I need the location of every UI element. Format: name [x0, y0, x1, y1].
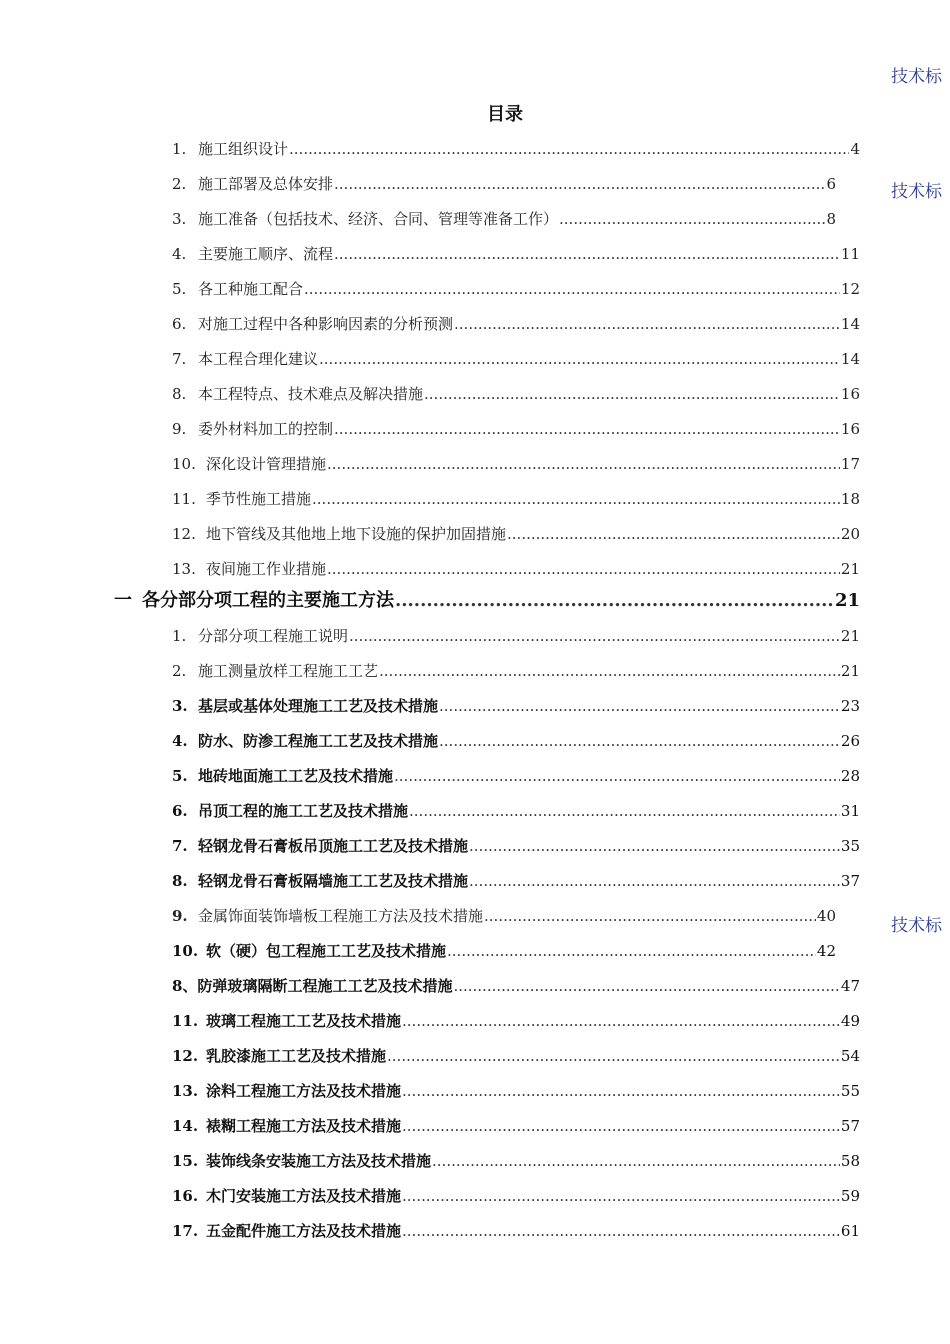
dot-leader — [349, 626, 840, 646]
toc-entry[interactable] — [172, 524, 860, 544]
toc-entry-label: 吊顶工程的施工工艺及技术措施 — [198, 802, 409, 820]
toc-entry-page: 6 — [826, 175, 836, 193]
toc-entry-page: 49 — [840, 1012, 860, 1030]
toc-entry-number: 4. — [172, 732, 188, 750]
toc-entry-label: 五金配件施工方法及技术措施 — [206, 1222, 402, 1240]
toc-entry-label: 各工种施工配合 — [198, 280, 304, 298]
toc-entry-label: 本工程特点、技术难点及解决措施 — [198, 385, 424, 403]
toc-section-heading[interactable] — [114, 590, 860, 612]
toc-entry-page: 28 — [840, 767, 860, 785]
toc-entry[interactable] — [172, 244, 860, 264]
toc-entry[interactable] — [172, 661, 860, 681]
toc-entry-label: 乳胶漆施工工艺及技术措施 — [206, 1047, 387, 1065]
toc-entry-page: 31 — [840, 802, 860, 820]
toc-entry-label: 主要施工顺序、流程 — [198, 245, 334, 263]
toc-entry[interactable] — [172, 209, 836, 229]
toc-entry-number: 6. — [172, 315, 187, 333]
dot-leader — [432, 1151, 840, 1171]
dot-leader — [484, 906, 816, 926]
dot-leader — [507, 524, 840, 544]
toc-entry-page: 17 — [840, 455, 860, 473]
dot-leader — [454, 314, 840, 334]
toc-entry-number: 一 — [114, 590, 132, 611]
toc-entry-label: 分部分项工程施工说明 — [198, 627, 349, 645]
dot-leader — [439, 696, 840, 716]
dot-leader — [439, 731, 840, 751]
toc-entry-number: 12. — [172, 525, 196, 543]
toc-entry[interactable] — [172, 836, 860, 856]
toc-entry-number: 10. — [172, 942, 199, 960]
dot-leader — [402, 1011, 840, 1031]
toc-entry-page: 12 — [840, 280, 860, 298]
toc-entry[interactable] — [172, 454, 860, 474]
toc-entry-page: 40 — [816, 907, 836, 925]
toc-entry-number: 4. — [172, 245, 187, 263]
toc-entry-label: 地砖地面施工工艺及技术措施 — [198, 767, 394, 785]
toc-entry[interactable] — [172, 731, 860, 751]
toc-entry-page: 11 — [840, 245, 860, 263]
toc-entry-page: 21 — [840, 627, 860, 645]
toc-entry-label: 金属饰面装饰墙板工程施工方法及技术措施 — [198, 907, 484, 925]
toc-entry-number: 16. — [172, 1187, 199, 1205]
toc-entry-number: 5. — [172, 280, 187, 298]
toc-entry-label: 玻璃工程施工工艺及技术措施 — [206, 1012, 402, 1030]
dot-leader — [327, 454, 840, 474]
toc-entry-page: 18 — [840, 490, 860, 508]
dot-leader — [304, 279, 840, 299]
dot-leader — [334, 419, 840, 439]
toc-entry-number: 8. — [172, 385, 187, 403]
dot-leader — [453, 976, 839, 996]
toc-entry[interactable] — [172, 626, 860, 646]
dot-leader — [559, 209, 825, 229]
toc-entry[interactable] — [172, 1046, 860, 1066]
toc-entry-label: 委外材料加工的控制 — [198, 420, 334, 438]
dot-leader — [402, 1116, 840, 1136]
toc-entry[interactable] — [172, 279, 860, 299]
toc-entry-number: 11. — [172, 490, 196, 508]
toc-entry[interactable] — [172, 871, 860, 891]
toc-entry-page: 21 — [834, 590, 860, 611]
toc-entry-page: 16 — [840, 420, 860, 438]
toc-entry-label: 夜间施工作业措施 — [206, 560, 327, 578]
dot-leader — [402, 1221, 840, 1241]
toc-entry[interactable] — [172, 384, 860, 404]
toc-entry-page: 37 — [840, 872, 860, 890]
toc-entry-label: 装饰线条安装施工方法及技术措施 — [206, 1152, 432, 1170]
toc-entry[interactable] — [172, 696, 860, 716]
toc-entry[interactable] — [172, 1011, 860, 1031]
toc-entry[interactable] — [172, 801, 860, 821]
toc-entry-page: 4 — [850, 140, 860, 158]
toc-entry[interactable] — [172, 1116, 860, 1136]
toc-entry-number: 14. — [172, 1117, 199, 1135]
toc-entry-number: 9. — [172, 420, 187, 438]
toc-entry-label: 基层或基体处理施工工艺及技术措施 — [198, 697, 439, 715]
dot-leader — [394, 766, 840, 786]
dot-leader — [469, 836, 840, 856]
toc-entry-page: 58 — [840, 1152, 860, 1170]
toc-entry-number: 3. — [172, 210, 187, 228]
dot-leader — [334, 244, 840, 264]
dot-leader — [289, 139, 849, 159]
dot-leader — [327, 559, 840, 579]
dot-leader — [334, 174, 825, 194]
dot-leader — [402, 1186, 840, 1206]
toc-entry[interactable] — [172, 1221, 860, 1241]
toc-entry-label: 施工测量放样工程施工工艺 — [198, 662, 379, 680]
dot-leader — [469, 871, 840, 891]
toc-entry-number: 15. — [172, 1152, 199, 1170]
marginal-label-3: 技术标 — [891, 916, 942, 936]
marginal-label-1: 技术标 — [891, 67, 942, 87]
toc-entry-label: 裱糊工程施工方法及技术措施 — [206, 1117, 402, 1135]
toc-entry[interactable] — [172, 559, 860, 579]
toc-entry[interactable] — [172, 1151, 860, 1171]
toc-entry-number: 9. — [172, 907, 188, 925]
toc-entry-number: 3. — [172, 697, 188, 715]
toc-entry-page: 57 — [840, 1117, 860, 1135]
toc-entry-label: 防水、防渗工程施工工艺及技术措施 — [198, 732, 439, 750]
toc-entry-page: 59 — [840, 1187, 860, 1205]
toc-entry-number: 7. — [172, 350, 187, 368]
dot-leader — [319, 349, 840, 369]
toc-entry-page: 35 — [840, 837, 860, 855]
dot-leader — [424, 384, 840, 404]
toc-entry-label: 各分部分项工程的主要施工方法 — [142, 590, 394, 611]
dot-leader — [387, 1046, 840, 1066]
toc-entry[interactable] — [172, 349, 860, 369]
toc-entry-label: 施工准备（包括技术、经济、合同、管理等准备工作） — [198, 210, 559, 228]
toc-entry-label: 轻钢龙骨石膏板隔墙施工工艺及技术措施 — [198, 872, 469, 890]
toc-entry-page: 55 — [840, 1082, 860, 1100]
toc-entry-page: 61 — [840, 1222, 860, 1240]
toc-entry-label: 木门安装施工方法及技术措施 — [206, 1187, 402, 1205]
toc-entry-label: 深化设计管理措施 — [206, 455, 327, 473]
toc-entry[interactable] — [172, 174, 836, 194]
dot-leader — [395, 590, 834, 612]
toc-entry-page: 21 — [840, 560, 860, 578]
toc-entry-number: 10. — [172, 455, 196, 473]
toc-entry[interactable] — [172, 314, 860, 334]
toc-entry-label: 本工程合理化建议 — [198, 350, 319, 368]
toc-entry-number: 13. — [172, 560, 196, 578]
toc-entry-page: 8 — [826, 210, 836, 228]
toc-entry[interactable] — [172, 766, 860, 786]
toc-entry-number: 5. — [172, 767, 188, 785]
toc-entry-number: 17. — [172, 1222, 199, 1240]
toc-entry[interactable] — [172, 906, 836, 926]
toc-entry-page: 47 — [840, 977, 860, 995]
marginal-label-2: 技术标 — [891, 182, 942, 202]
toc-entry-number: 8. — [172, 872, 188, 890]
toc-entry-page: 42 — [816, 942, 836, 960]
toc-entry-page: 21 — [840, 662, 860, 680]
toc-entry[interactable] — [172, 976, 860, 996]
toc-entry-number: 7. — [172, 837, 188, 855]
toc-entry-label: 地下管线及其他地上地下设施的保护加固措施 — [206, 525, 507, 543]
dot-leader — [312, 489, 840, 509]
toc-entry-number: 11. — [172, 1012, 199, 1030]
toc-entry-label: 软（硬）包工程施工工艺及技术措施 — [206, 942, 447, 960]
toc-entry-page: 26 — [840, 732, 860, 750]
toc-entry[interactable] — [172, 419, 860, 439]
toc-entry-page: 54 — [840, 1047, 860, 1065]
toc-entry-number: 1. — [172, 140, 187, 158]
toc-entry-label: 季节性施工措施 — [206, 490, 312, 508]
toc-entry-number: 12. — [172, 1047, 199, 1065]
toc-entry-number: 2. — [172, 175, 187, 193]
page-title: 目录 — [487, 104, 523, 125]
toc-entry[interactable] — [172, 1186, 860, 1206]
toc-entry-page: 14 — [840, 315, 860, 333]
dot-leader — [379, 661, 840, 681]
toc-entry[interactable] — [172, 1081, 860, 1101]
toc-entry-number: 2. — [172, 662, 187, 680]
toc-entry-page: 14 — [840, 350, 860, 368]
toc-entry-label: 涂料工程施工方法及技术措施 — [206, 1082, 402, 1100]
toc-entry[interactable] — [172, 489, 860, 509]
toc-entry-page: 16 — [840, 385, 860, 403]
toc-entry-number: 6. — [172, 802, 188, 820]
toc-entry-page: 23 — [840, 697, 860, 715]
toc-entry-label: 对施工过程中各种影响因素的分析预测 — [198, 315, 454, 333]
toc-entry-label: 8、防弹玻璃隔断工程施工工艺及技术措施 — [172, 977, 453, 995]
toc-entry-number: 1. — [172, 627, 187, 645]
toc-entry[interactable] — [172, 941, 836, 961]
toc-entry-label: 施工组织设计 — [198, 140, 289, 158]
dot-leader — [402, 1081, 840, 1101]
dot-leader — [409, 801, 840, 821]
toc-entry-label: 施工部署及总体安排 — [198, 175, 334, 193]
toc-entry-page: 20 — [840, 525, 860, 543]
dot-leader — [447, 941, 816, 961]
toc-entry[interactable] — [172, 139, 860, 159]
toc-entry-label: 轻钢龙骨石膏板吊顶施工工艺及技术措施 — [198, 837, 469, 855]
toc-entry-number: 13. — [172, 1082, 199, 1100]
